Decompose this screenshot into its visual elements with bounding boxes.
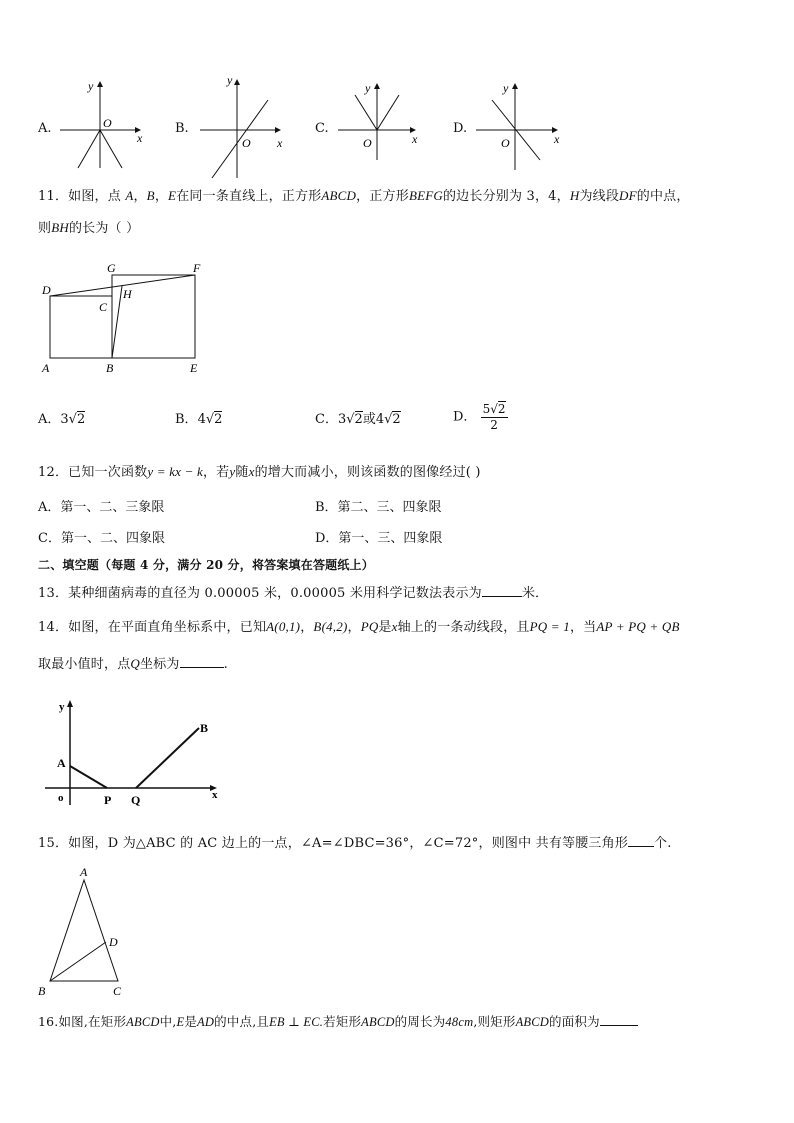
label-e: E — [190, 361, 198, 375]
y-label: y — [88, 79, 94, 93]
segment-bd — [50, 942, 106, 981]
label-y: y — [59, 701, 65, 713]
q14-question-line1: 14．如图，在平面直角坐标系中，已知A(0,1)，B(4,2)，PQ是x轴上的一条动线段，且PQ = 1，当AP + PQ + QB — [38, 619, 680, 635]
label-a: A — [57, 756, 66, 770]
svg-text:O: O — [363, 136, 372, 150]
q12-option-c: C．第一、二、四象限 — [38, 531, 165, 546]
q13-question: 13．某种细菌病毒的直径为 0.00005 米，0.00005 米用科学记数法表示为 米． — [38, 583, 548, 603]
svg-text:O: O — [501, 136, 510, 150]
q11-option-a: A．3√2 — [38, 412, 86, 427]
section-heading: 二、填空题（每题 4 分，满分 20 分，将答案填在答题纸上） — [38, 558, 374, 572]
q14-question-line2: 取最小值时，点Q坐标为 . — [38, 656, 228, 672]
q16-question: 16.如图,在矩形ABCD中,E是AD的中点,且EB ⊥ EC.若矩形ABCD的周长为48cm,则矩形ABCD的面积为 — [38, 1012, 638, 1031]
label-b: B — [200, 721, 209, 735]
label-d: D — [42, 283, 51, 297]
label-a: A — [42, 361, 50, 375]
label-f: F — [193, 261, 201, 275]
label-a: A — [80, 865, 88, 879]
svg-text:x: x — [412, 132, 418, 146]
x-label: x — [137, 131, 143, 145]
label-d: D — [109, 935, 118, 949]
answer-blank[interactable] — [600, 1012, 638, 1026]
q11-option-c: C．3√2或4√2 — [315, 412, 401, 427]
origin-label: O — [103, 116, 112, 130]
label-b: B — [106, 361, 114, 375]
fraction: $\frac{5√2}{2}$ — [482, 402, 506, 432]
svg-text:y: y — [365, 81, 371, 95]
svg-text:O: O — [242, 136, 251, 150]
q11-question-line2: 则BH的长为（ ） — [38, 220, 140, 236]
q12-question: 12．已知一次函数y = kx − k，若y随x的增大而减小，则该函数的图像经过( ) — [38, 464, 481, 480]
label-b: B — [38, 984, 46, 998]
q12-option-d: D．第一、三、四象限 — [315, 531, 443, 546]
q10-option-a-label: A. — [38, 121, 52, 136]
q11-option-b: B．4√2 — [175, 412, 223, 427]
q11-question-line1: 11．如图，点 A，B，E在同一条直线上，正方形ABCD，正方形BEFG的边长分别为 3，4，H为线段DF的中点， — [38, 188, 690, 204]
svg-text:y: y — [503, 81, 509, 95]
svg-text:x: x — [554, 132, 560, 146]
label-c: C — [113, 984, 122, 998]
q12-option-b: B．第二、三、四象限 — [315, 500, 442, 515]
q10-option-d-label: D. — [453, 121, 468, 136]
label-c: C — [99, 300, 108, 314]
label-p: P — [104, 793, 112, 807]
q11-option-d: D． $\frac{5√2}{2}$ — [453, 402, 506, 432]
svg-text:y: y — [227, 73, 233, 87]
label-g: G — [107, 261, 116, 275]
q15-question: 15．如图，D 为△ABC 的 AC 边上的一点，∠A=∠DBC=36°，∠C=72°，则图中 共有等腰三角形 个. — [38, 833, 672, 853]
q10-option-c-label: C. — [315, 121, 329, 136]
label-o: o — [58, 792, 64, 804]
q12-option-a: A．第一、二、三象限 — [38, 500, 165, 515]
svg-text:x: x — [277, 136, 283, 150]
label-q: Q — [131, 793, 141, 807]
triangle-abc — [50, 880, 118, 981]
q10-option-b-label: B. — [175, 121, 189, 136]
label-x: x — [212, 789, 218, 801]
label-h: H — [123, 287, 132, 301]
